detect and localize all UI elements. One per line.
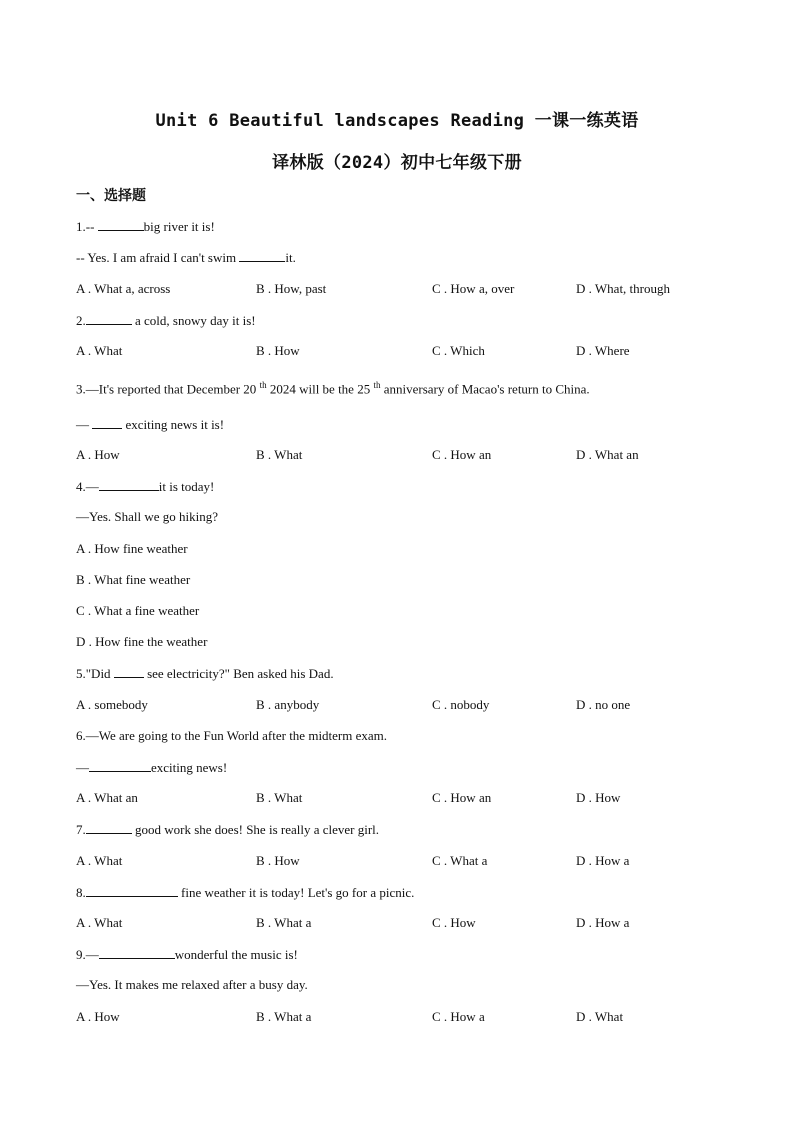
- question-9-option-c: C . How a: [432, 1009, 485, 1024]
- question-8-option-b: B . What a: [256, 915, 312, 930]
- question-1-reply: -- Yes. I am afraid I can't swim it.: [76, 250, 296, 265]
- question-7-option-c: C . What a: [432, 853, 488, 868]
- question-3-option-b: B . What: [256, 447, 303, 462]
- answer-blank: [89, 759, 151, 772]
- question-9-option-d: D . What: [576, 1009, 624, 1024]
- question-2-option-a: A . What: [76, 343, 123, 358]
- question-6-option-d: D . How: [576, 790, 621, 805]
- question-3-reply: — exciting news it is!: [76, 417, 225, 432]
- question-2-option-d: D . Where: [576, 343, 630, 358]
- question-6-stem: 6.—We are going to the Fun World after the midterm exam.: [76, 728, 388, 743]
- question-5-option-c: C . nobody: [432, 697, 490, 712]
- question-8-option-c: C . How: [432, 915, 476, 930]
- document-title-line2: 译林版（2024）初中七年级下册: [272, 153, 522, 173]
- question-5-option-b: B . anybody: [256, 697, 320, 712]
- question-9-option-a: A . How: [76, 1009, 120, 1024]
- question-2-option-b: B . How: [256, 343, 300, 358]
- question-2-stem: 2. a cold, snowy day it is!: [76, 313, 256, 328]
- question-3-option-a: A . How: [76, 447, 120, 462]
- question-7-stem: 7. good work she does! She is really a clever girl.: [76, 822, 380, 837]
- answer-blank: [86, 312, 132, 325]
- question-1-option-d: D . What, through: [576, 281, 670, 296]
- question-4-option-b: B . What fine weather: [76, 572, 191, 587]
- question-5-option-a: A . somebody: [76, 697, 148, 712]
- answer-blank: [239, 249, 285, 262]
- question-6-option-a: A . What an: [76, 790, 138, 805]
- question-8-option-d: D . How a: [576, 915, 630, 930]
- question-4-option-c: C . What a fine weather: [76, 603, 200, 618]
- question-8-option-a: A . What: [76, 915, 123, 930]
- question-9-reply: —Yes. It makes me relaxed after a busy day.: [76, 977, 308, 992]
- question-1-option-c: C . How a, over: [432, 281, 515, 296]
- answer-blank: [99, 478, 159, 491]
- question-1-option-b: B . How, past: [256, 281, 327, 296]
- question-3-option-d: D . What an: [576, 447, 639, 462]
- question-6-option-b: B . What: [256, 790, 303, 805]
- question-2-option-c: C . Which: [432, 343, 485, 358]
- question-3-option-c: C . How an: [432, 447, 492, 462]
- question-8-stem: 8. fine weather it is today! Let's go for a picnic.: [76, 885, 415, 900]
- question-1-option-a: A . What a, across: [76, 281, 171, 296]
- question-1-stem: 1.-- big river it is!: [76, 219, 215, 234]
- answer-blank: [114, 665, 144, 678]
- answer-blank: [92, 416, 122, 429]
- answer-blank: [99, 946, 175, 959]
- question-6-option-c: C . How an: [432, 790, 492, 805]
- question-4-reply: —Yes. Shall we go hiking?: [76, 509, 219, 524]
- question-4-option-d: D . How fine the weather: [76, 634, 208, 649]
- question-9-stem: 9.— wonderful the music is!: [76, 947, 298, 962]
- document-title-line1: Unit 6 Beautiful landscapes Reading 一课一练英语: [155, 111, 639, 131]
- question-7-option-d: D . How a: [576, 853, 630, 868]
- answer-blank: [86, 821, 132, 834]
- question-7-option-b: B . How: [256, 853, 300, 868]
- question-5-stem: 5."Did see electricity?" Ben asked his Dad.: [76, 666, 334, 681]
- answer-blank: [98, 218, 144, 231]
- question-5-option-d: D . no one: [576, 697, 631, 712]
- question-7-option-a: A . What: [76, 853, 123, 868]
- question-4-stem: 4.— it is today!: [76, 479, 215, 494]
- question-3-stem: 3.—It's reported that December 20 $^{th}$ 2024 will be the 25 $^{th}$ anniversary of Macao's return to China.: [76, 380, 590, 397]
- question-6-reply: — exciting news!: [76, 760, 228, 775]
- question-4-option-a: A . How fine weather: [76, 541, 188, 556]
- question-9-option-b: B . What a: [256, 1009, 312, 1024]
- answer-blank: [86, 884, 178, 897]
- section-heading: 一、选择题: [76, 188, 146, 204]
